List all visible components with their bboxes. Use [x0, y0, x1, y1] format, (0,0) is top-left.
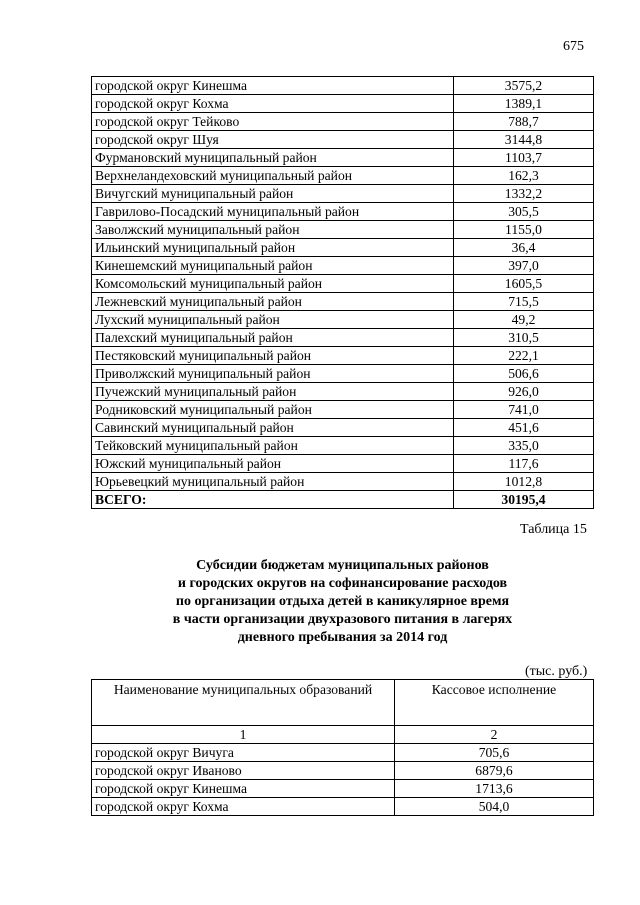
- subsidy-amount: 1103,7: [454, 149, 594, 167]
- header-cash-execution: Кассовое исполнение: [395, 680, 594, 726]
- table-row: [92, 113, 594, 131]
- subsidy-amount: 926,0: [454, 383, 594, 401]
- municipality-name: Южский муниципальный район: [92, 455, 454, 473]
- header-municipality: Наименование муниципальных образований: [92, 680, 395, 726]
- table-title: [91, 557, 594, 647]
- table-row: [92, 365, 594, 383]
- table-row: [92, 239, 594, 257]
- municipality-name: Палехский муниципальный район: [92, 329, 454, 347]
- table-row: [92, 401, 594, 419]
- subsidy-amount: 3144,8: [454, 131, 594, 149]
- subsidy-amount: 788,7: [454, 113, 594, 131]
- table-row: [92, 798, 594, 816]
- municipality-name: Гаврилово-Посадский муниципальный район: [92, 203, 454, 221]
- table-title-line: и городских округов на софинансирование расходов: [177, 576, 508, 591]
- subsidy-amount: 1332,2: [454, 185, 594, 203]
- subsidy-amount: 1012,8: [454, 473, 594, 491]
- cash-execution-amount: 1713,6: [395, 780, 594, 798]
- table-row: [92, 221, 594, 239]
- municipality-name: городской округ Иваново: [92, 762, 395, 780]
- municipality-name: Ильинский муниципальный район: [92, 239, 454, 257]
- table-row: [92, 95, 594, 113]
- column-number: 2: [395, 726, 594, 744]
- subsidy-amount: 335,0: [454, 437, 594, 455]
- table-row: [92, 185, 594, 203]
- table-row: [92, 437, 594, 455]
- total-amount: 30195,4: [454, 491, 594, 509]
- municipality-name: Комсомольский муниципальный район: [92, 275, 454, 293]
- table-row: [92, 780, 594, 798]
- table-row: [92, 77, 594, 95]
- cash-execution-amount: 705,6: [395, 744, 594, 762]
- cash-execution-amount: 504,0: [395, 798, 594, 816]
- subsidy-amount: 3575,2: [454, 77, 594, 95]
- municipality-name: Приволжский муниципальный район: [92, 365, 454, 383]
- municipality-name: городской округ Кохма: [92, 95, 454, 113]
- table-row: [92, 149, 594, 167]
- subsidy-amount: 741,0: [454, 401, 594, 419]
- cash-execution-amount: 6879,6: [395, 762, 594, 780]
- table2-body: [92, 680, 594, 816]
- municipality-name: Вичугский муниципальный район: [92, 185, 454, 203]
- municipality-name: городской округ Кинешма: [92, 780, 395, 798]
- table-row: [92, 744, 594, 762]
- table-header-row: [92, 680, 594, 726]
- subsidy-amount: 451,6: [454, 419, 594, 437]
- subsidy-amount: 1155,0: [454, 221, 594, 239]
- table-row: [92, 275, 594, 293]
- municipality-name: Кинешемский муниципальный район: [92, 257, 454, 275]
- subsidy-amount: 715,5: [454, 293, 594, 311]
- column-number: 1: [92, 726, 395, 744]
- municipality-name: Савинский муниципальный район: [92, 419, 454, 437]
- table-row: [92, 203, 594, 221]
- table-title-line: в части организации двухразового питания в лагерях: [172, 612, 513, 627]
- municipality-name: городской округ Тейково: [92, 113, 454, 131]
- municipality-name: Юрьевецкий муниципальный район: [92, 473, 454, 491]
- subsidy-amount: 310,5: [454, 329, 594, 347]
- subsidy-amount: 36,4: [454, 239, 594, 257]
- table-row: [92, 311, 594, 329]
- subsidy-amount: 222,1: [454, 347, 594, 365]
- table-row: [92, 419, 594, 437]
- table-row: [92, 347, 594, 365]
- subsidy-amount: 506,6: [454, 365, 594, 383]
- municipality-name: городской округ Кохма: [92, 798, 395, 816]
- units-label: (тыс. руб.): [525, 664, 588, 679]
- table-caption: Таблица 15: [520, 522, 587, 537]
- municipality-name: Верхнеландеховский муниципальный район: [92, 167, 454, 185]
- table-row: [92, 473, 594, 491]
- municipality-name: Лухский муниципальный район: [92, 311, 454, 329]
- municipality-name: Фурмановский муниципальный район: [92, 149, 454, 167]
- subsidy-amount: 49,2: [454, 311, 594, 329]
- subsidy-amount: 117,6: [454, 455, 594, 473]
- table1-body: [92, 77, 594, 509]
- total-row: [92, 491, 594, 509]
- total-label: ВСЕГО:: [92, 491, 454, 509]
- table-title-line: Субсидии бюджетам муниципальных районов: [196, 558, 489, 573]
- table-title-line: по организации отдыха детей в каникулярное время: [175, 594, 510, 609]
- table-row: [92, 383, 594, 401]
- municipality-name: Пучежский муниципальный район: [92, 383, 454, 401]
- municipality-name: Тейковский муниципальный район: [92, 437, 454, 455]
- subsidies-table-15: [91, 679, 594, 816]
- table-row: [92, 762, 594, 780]
- municipality-name: Пестяковский муниципальный район: [92, 347, 454, 365]
- subsidy-amount: 305,5: [454, 203, 594, 221]
- table-row: [92, 167, 594, 185]
- municipality-name: городской округ Шуя: [92, 131, 454, 149]
- subsidy-amount: 1605,5: [454, 275, 594, 293]
- municipality-name: городской округ Кинешма: [92, 77, 454, 95]
- table-row: [92, 455, 594, 473]
- municipality-name: Заволжский муниципальный район: [92, 221, 454, 239]
- subsidies-table-continued: [91, 76, 594, 509]
- table-row: [92, 131, 594, 149]
- column-number-row: [92, 726, 594, 744]
- table-title-line: дневного пребывания за 2014 год: [237, 630, 448, 645]
- subsidy-amount: 162,3: [454, 167, 594, 185]
- table-row: [92, 329, 594, 347]
- table-row: [92, 293, 594, 311]
- municipality-name: городской округ Вичуга: [92, 744, 395, 762]
- subsidy-amount: 1389,1: [454, 95, 594, 113]
- subsidy-amount: 397,0: [454, 257, 594, 275]
- municipality-name: Родниковский муниципальный район: [92, 401, 454, 419]
- municipality-name: Лежневский муниципальный район: [92, 293, 454, 311]
- table-row: [92, 257, 594, 275]
- page-number: 675: [563, 39, 584, 54]
